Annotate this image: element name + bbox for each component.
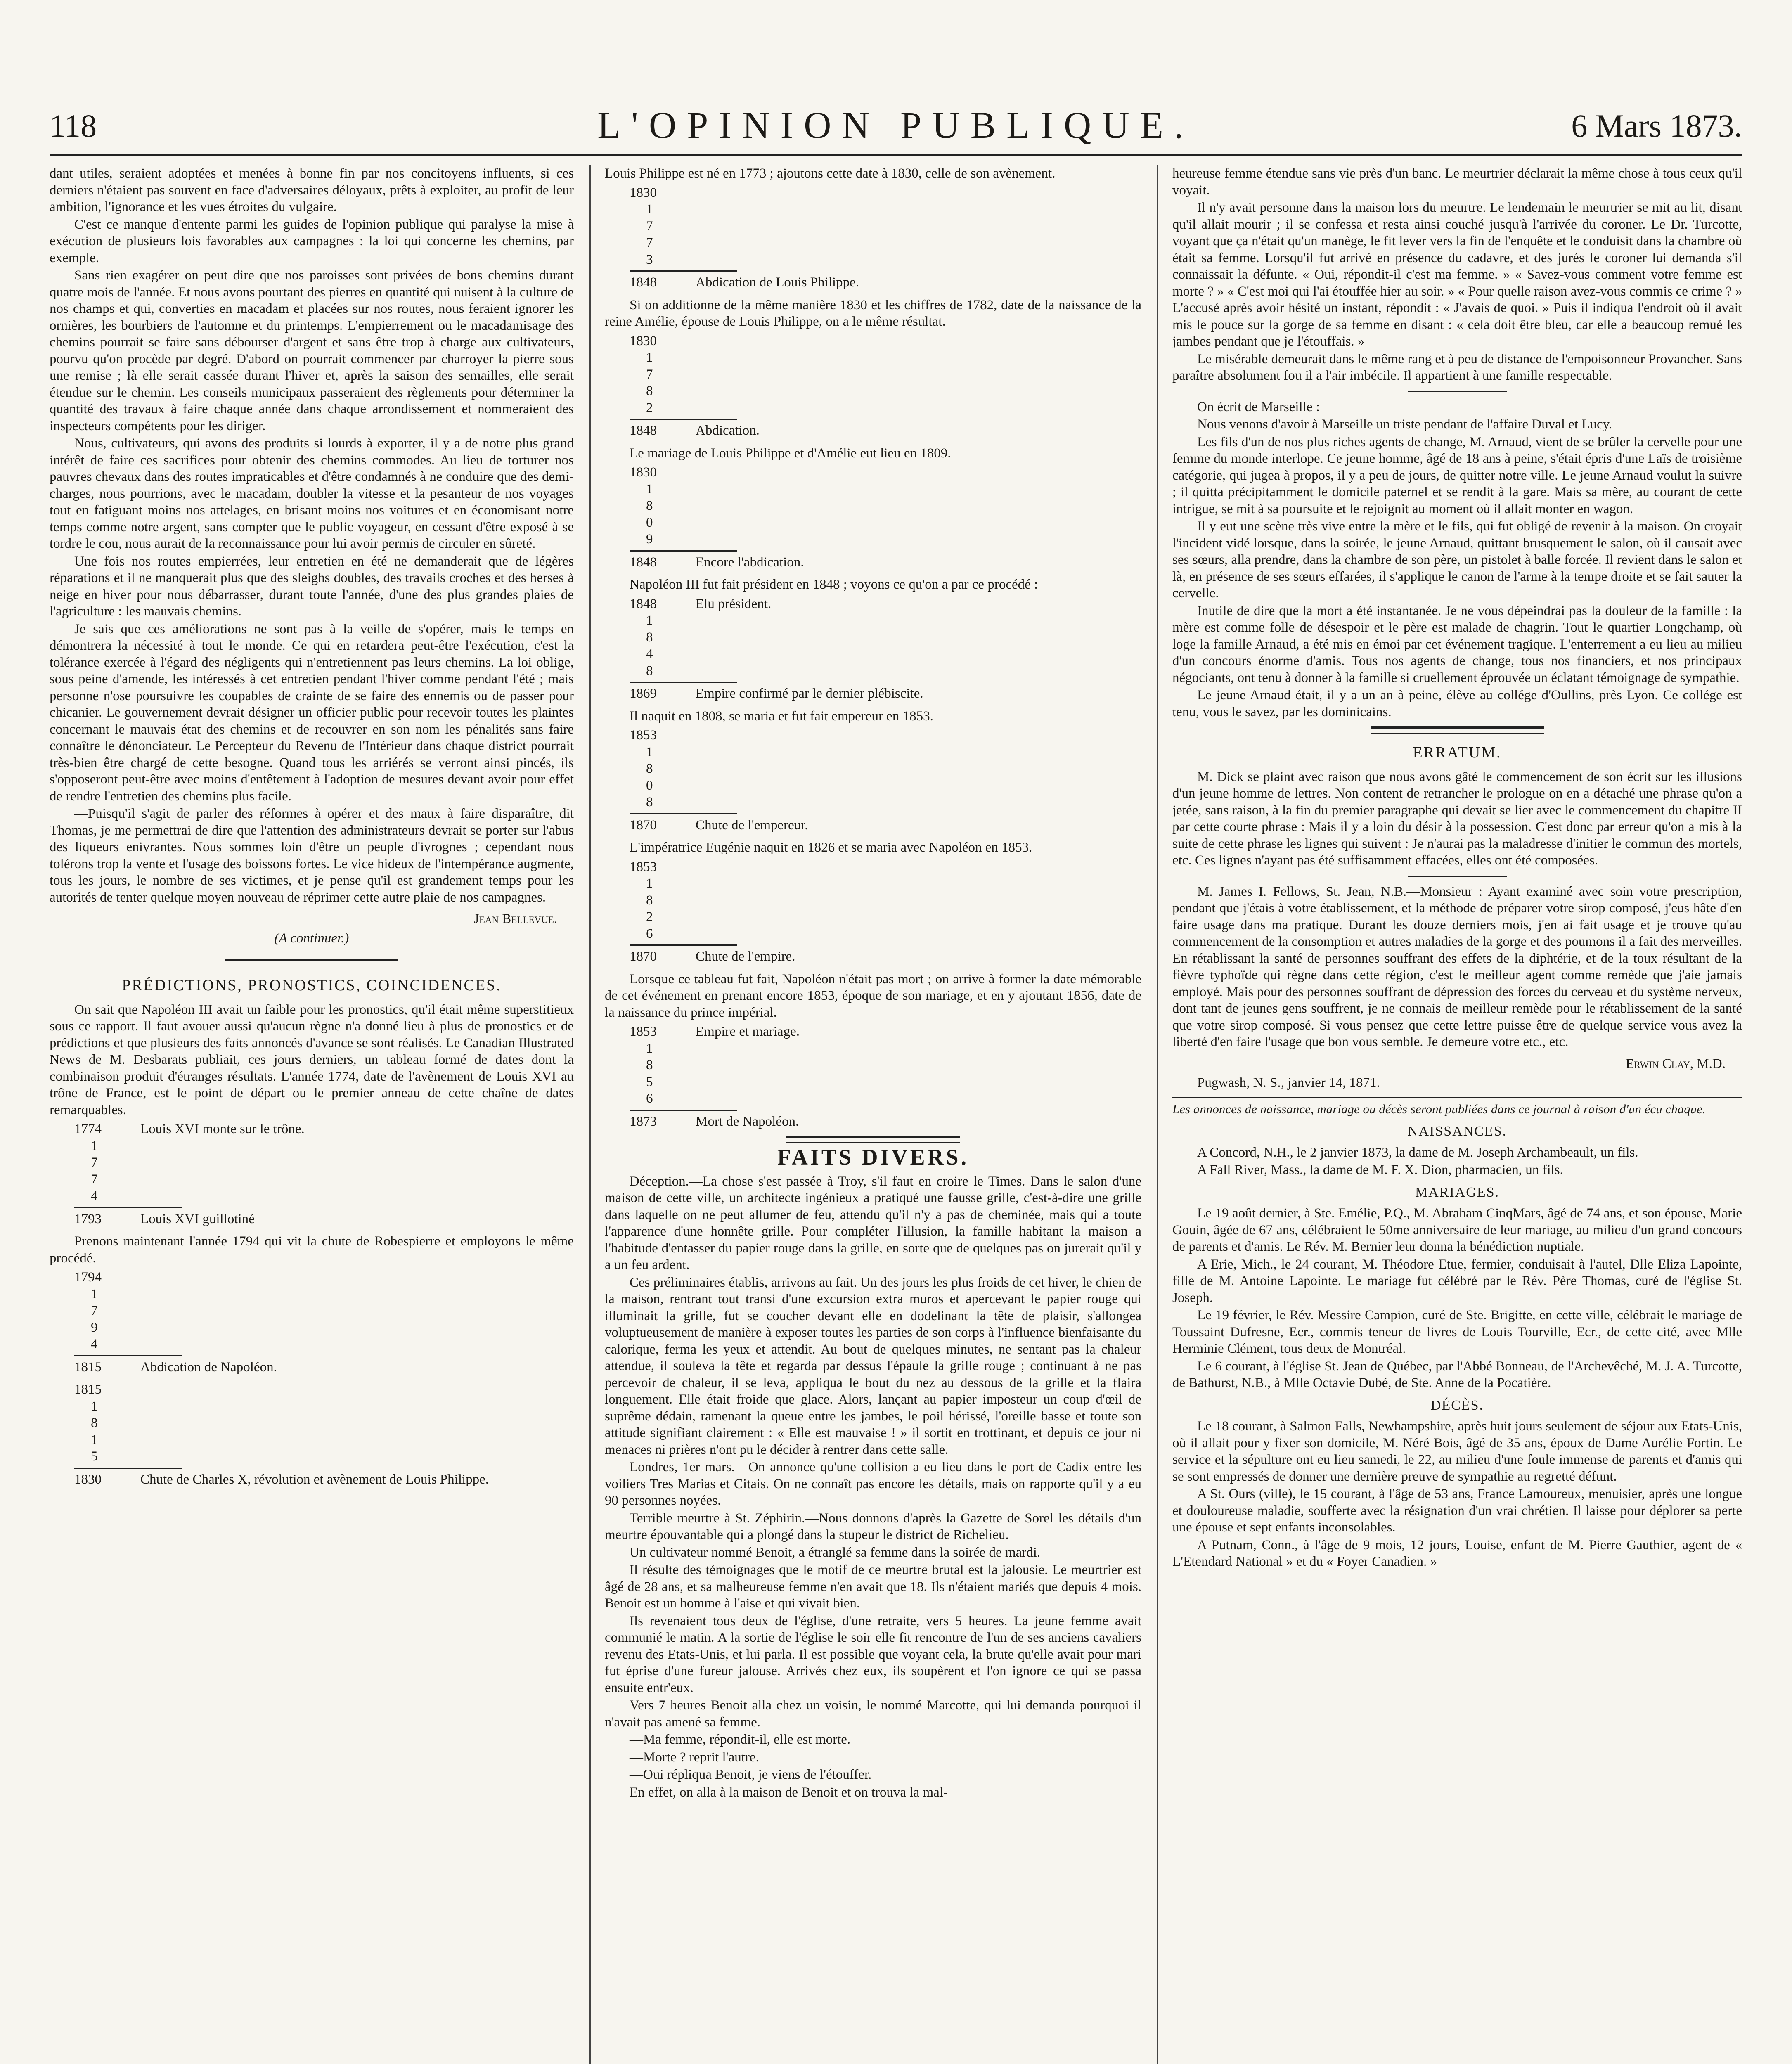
paragraph: Vers 7 heures Benoit alla chez un voisin, le nommé Marcotte, qui lui demanda pourquoi il n'avait pas amené sa femme. [605,1698,1141,1730]
paragraph: Ces préliminaires établis, arrivons au fait. Un des jours les plus froids de cet hiver, le chien de la maison, rentrant tout transi d'une excursion extra muros et apercevant le papier rouge qui illuminait la grille, fut se coucher devant elle en dodelinant la tête de plaisir, s'allongea voluptueusement de manière à exposer toutes les parties de son corps à l'influence bienfaisante du calorique, ferma les yeux et attendit. Au bout de quelques minutes, ne sentant pas la chaleur attendue, il souleva la tête et regarda par dessus l'épaule la grille rouge ; continuant à ne pas percevoir de chaleur, il se leva, appliqua le bout du nez au dessous de la grille et la flaira longuement. Elle était froide que glace. Alors, lançant au papier imposteur un coup d'œil de suprême dédain, ramenant la queue entre les jambes, le poil hérissé, l'oreille basse et toute son attitude signifiant clairement : « Elle est mauvaise ! » il sortit en trottinant, et depuis ce jour ni menaces ni prières n'ont pu le décider à rentrer dans cette salle. [605,1275,1141,1457]
paragraph: Londres, 1er mars.—On annonce qu'une collision a eu lieu dans le port de Cadix entre les voiliers Tres Marias et Citais. On ne connaît pas encore les détails, mais on rapporte qu'il y a eu 90 personnes noyées. [605,1460,1141,1508]
sum-digit: 0 [646,515,653,530]
sum-total-text: Louis XVI guillotiné [140,1211,255,1226]
sum-base: 1830 [630,185,657,200]
sum-digit: 1 [646,876,653,891]
sum-base: 1830 [630,333,657,348]
paragraph: Sans rien exagérer on peut dire que nos paroisses sont privées de bons chemins durant quatre mois de l'année. Et nous avons pourtant des pierres en quantité qui nuisent à la culture de nos champs et qui, converties en macadam et placées sur nos routes, nous feraient ignorer les ornières, les bourbiers de l'automne et du printemps. L'empierrement ou le macadamisage des chemins pourrait se faire sans débourser d'argent et sans être trop à charge aux cultivateurs, pourvu qu'on procède par degré. D'abord on pourrait commencer par charroyer la pierre sous une remise ; là elle serait cassée durant l'hiver et, après la saison des semailles, elle serait étendue sur le chemin. Les conseils municipaux passeraient des règlements pour déterminer la quantité des travaux à faire chaque année dans chaque arrondissement et nommeraient des inspecteurs compétents pour les diriger. [50,268,574,433]
date-sum [630,727,1141,833]
sum-digit: 1 [646,744,653,760]
section-title: ERRATUM. [1413,744,1502,761]
sum-digit: 7 [91,1155,98,1170]
sum-base: 1853 [630,859,657,874]
sum-rule [630,813,737,814]
section-title: MARIAGES. [1415,1184,1500,1200]
sum-digit: 1 [91,1138,98,1153]
sum-digit: 4 [91,1337,98,1352]
sum-rule [630,944,737,946]
section-ornament [786,1136,960,1143]
date-sum [630,464,1141,570]
date-sum [630,333,1141,439]
paragraph: L'impératrice Eugénie naquit en 1826 et se maria avec Napoléon en 1853. [630,840,1032,855]
date-sum [630,185,1141,291]
paragraph: C'est ce manque d'entente parmi les guides de l'opinion publique qui paralyse la mise à exécution de plusieurs lois favorables aux campagnes : la loi qui concerne les chemins, par exemple. [50,217,574,265]
section-title: FAITS DIVERS. [777,1145,969,1169]
paragraph: Le jeune Arnaud était, il y a un an à peine, élève au collége d'Oullins, près Lyon. Ce collége est tenu, vous le savez, par les dominicains. [1172,688,1742,720]
section-title: NAISSANCES. [1407,1124,1507,1139]
author-signature: Jean Bellevue. [473,911,557,926]
paragraph: Pugwash, N. S., janvier 14, 1871. [1197,1075,1380,1090]
paragraph: On écrit de Marseille : [1197,399,1320,414]
sum-digit: 1 [91,1432,98,1447]
sum-digit: 8 [91,1415,98,1430]
sum-total-text: Chute de l'empereur. [696,817,808,833]
sum-digit: 8 [646,892,653,908]
sum-digit: 5 [91,1449,98,1464]
announcement: Le 6 courant, à l'église St. Jean de Québec, par l'Abbé Bonneau, de l'Archevêché, M. J. A. Turcotte, de Bathurst, N.B., à Mlle Octavie Dubé, de Ste. Anne de la Pocatière. [1172,1359,1742,1390]
sum-base: 1853 [630,1024,657,1039]
paragraph: Terrible meurtre à St. Zéphirin.—Nous donnons d'après la Gazette de Sorel les détails d'un meurtre épouvantable qui a plongé dans la stupeur le district de Richelieu. [605,1510,1141,1542]
paragraph: Une fois nos routes empierrées, leur entretien en été ne demanderait que de légères réparations et il ne manquerait plus que des sleighs doubles, des travails croches et des herses à neige en hiver pour nous débarrasser, durant toute l'année, d'une des plus grandes plaies de l'agriculture : les mauvais chemins. [50,554,574,619]
sum-total-text: Abdication. [696,423,760,438]
sum-total: 1815 [74,1359,102,1375]
sum-total: 1848 [630,275,657,290]
continued-note: (A continuer.) [274,930,349,946]
sum-digit: 1 [91,1286,98,1302]
paragraph: Il y eut une scène très vive entre la mère et le fils, qui fut obligé de revenir à la maison. On croyait l'incident vidé lorsque, dans la soirée, le jeune Arnaud, quittant brusquement le salon, où il causait avec ses sœurs, alla prendre, dans la chambre de son père, un pistolet à balle forcée. Il revient dans le salon et là, en présence de ses sœurs effarées, il s'applique le canon de l'arme à la tempe droite et se fait sauter la cervelle. [1172,519,1742,601]
sum-rule [630,682,737,683]
sum-digit: 5 [646,1074,653,1089]
sum-digit: 9 [91,1320,98,1335]
paragraph: Si on additionne de la même manière 1830 et les chiffres de 1782, date de la naissance de la reine Amélie, épouse de Louis Philippe, on a le même résultat. [605,297,1141,329]
paragraph: Je sais que ces améliorations ne sont pas à la veille de s'opérer, mais le temps en démontrera la nécessité à tout le monde. Ce qui en retardera peut-être l'exécution, c'est la tolérance exercée à l'égard des négligents qui n'entretiennent pas leurs chemins. La loi oblige, sous peine d'amende, les intéressés à cet entretien pendant l'hiver comme pendant l'été ; mais personne n'ose poursuivre les coupables de crainte de se faire des ennemis ou de passer pour chicanier. Le gouvernement devrait désigner un officier public pour recevoir toutes les plaintes concernant le mauvais état des chemins et de recouvrer en son nom les pénalités sans faire connaître le dénonciateur. Le Percepteur du Revenu de l'Intérieur dans chaque district pourrait très-bien être chargé de cette besogne. Quand tous les arriérés se verront ainsi pincés, ils s'opposeront peut-être avec moins d'entêtement à l'adoption de mesures devant avoir pour effet de rendre l'entretien des chemins plus facile. [50,621,574,804]
sum-digit: 8 [646,383,653,398]
sum-digit: 9 [646,532,653,547]
announcement: A St. Ours (ville), le 15 courant, à l'âge de 53 ans, France Lamoureux, menuisier, après une longue et douloureuse maladie, soufferte avec la résignation d'un vrai chrétien. Il laisse pour déplorer sa perte une épouse et sept enfants inconsolables. [1172,1486,1742,1535]
paragraph: On sait que Napoléon III avait un faible pour les pronostics, qu'il était même superstitieux sous ce rapport. Il faut avouer aussi qu'aucun règne n'a donné lieu à plus de pronostics et de prédictions et que plusieurs des faits annoncés d'avance se sont réalisés. Le Canadian Illustrated News de M. Desbarats publiait, ces jours derniers, un tableau formé de dates dont la combinaison produit d'étranges résultats. L'année 1774, date de l'avènement de Louis XVI au trône de France, est le point de départ ou le premier anneau de cette chaîne de dates remarquables. [50,1002,574,1117]
sum-total: 1873 [630,1114,657,1129]
paragraph: M. Dick se plaint avec raison que nous avons gâté le commencement de son écrit sur les illusions d'un jeune homme de lettres. Non content de retrancher le prologue on en a détaché une phrase qu'on a jetée, sans raison, à la fin du premier paragraphe qui devait se lier avec le commencement du chapitre II par cette courte phrase : Mais il y a loin du désir à la possession. C'est donc par erreur qu'on a mis à la suite de cette phrase les lignes qui suivent : Je n'aurai pas la maladresse d'initier le commun des mortels, etc. Ces lignes n'ayant pas été suffisamment effacées, elles ont été composées. [1172,769,1742,868]
sum-total: 1848 [630,423,657,438]
paragraph: Les fils d'un de nos plus riches agents de change, M. Arnaud, vient de se brûler la cervelle pour une femme du monde interlope. Ce jeune homme, âgé de 18 ans à peine, s'était épris d'une Laïs de troisième catégorie, qui jugea à propos, il y a peu de jours, de quitter notre ville. Le jeune Arnaud voulut la suivre ; il quitta précipitamment le domicile paternel et se rendit à la gare. Mais sa mère, au courant de cette intrigue, se mit à sa poursuite et le rejoignit au moment où il allait monter en wagon. [1172,434,1742,516]
sum-digit: 7 [91,1303,98,1318]
paragraph: Nous venons d'avoir à Marseille un triste pendant de l'affaire Duval et Lucy. [1197,417,1612,432]
sum-digit: 8 [646,630,653,645]
sum-total-text: Empire confirmé par le dernier plébiscite. [696,686,923,701]
paragraph: Il n'y avait personne dans la maison lors du meurtre. Le lendemain le meurtrier se mit au lit, disant qu'il allait mourir ; il se confessa et resta ainsi couché jusqu'à l'arrivée du coroner. Le Dr. Turcotte, voyant que ça n'était qu'un manège, le fit lever vers la fin de l'enquête et le conduisit dans la chambre où était sa femme. Lorsqu'il fut arrivé en présence du cadavre, et des jurés le coroner lui demanda s'il connaissait la défunte. « Oui, répondit-il c'est ma femme. » « Savez-vous comment votre femme est morte ? » « C'est moi qui l'ai étouffée hier au soir. » « Pour quelle raison avez-vous commis ce crime ? » L'accusé après avoir hésité un instant, répondit : « J'avais de quoi. » Puis il indiqua l'endroit où il avait mis le pouce sur la gorge de sa femme en disant : « cela doit être bleu, car elle a beaucoup remué les jambes pendant que je l'étouffais. » [1172,200,1742,349]
paragraph: heureuse femme étendue sans vie près d'un banc. Le meurtrier déclarait la même chose à tous ceux qu'il voyait. [1172,166,1742,198]
sum-total-text: Mort de Napoléon. [696,1114,799,1129]
paragraph: Déception.—La chose s'est passée à Troy, s'il faut en croire le Times. Dans le salon d'une maison de cette ville, un architecte ingénieux a pratiqué une fausse grille, c'est-à-dire une grille dans laquelle on ne peut allumer de feu, attendu qu'il n'y a pas de cheminée, mais qui a toute l'apparence d'une honnête grille. Pour compléter l'illusion, la famille habitant la maison a l'habitude d'entasser du papier rouge dans la grille, en sorte que de quelques pas on jurerait qu'il y a un feu ardent. [605,1174,1141,1272]
section-ornament [1371,726,1544,734]
sum-digit: 7 [646,235,653,250]
paragraph: En effet, on alla à la maison de Benoit et on trouva la mal- [630,1785,948,1800]
sum-total: 1870 [630,949,657,964]
paragraph: Inutile de dire que la mort a été instantanée. Je ne vous dépeindrai pas la douleur de la famille : la mère est comme folle de désespoir et le père est malade de chagrin. Tout le quartier Longchamp, où loge la famille Arnaud, a été mis en émoi par cet événement tragique. L'enterrement a eu lieu au milieu d'un concours énorme d'amis. Tous nos agents de change, tous nos financiers, et nos principaux négociants, ont tenu à donner à la famille si cruellement éprouvée un éclatant témoignage de sympathie. [1172,603,1742,685]
page-number: 118 [50,108,97,144]
sum-total-text: Abdication de Louis Philippe. [696,275,859,290]
sum-base: 1830 [630,465,657,480]
paragraph: Le mariage de Louis Philippe et d'Amélie eut lieu en 1809. [630,445,951,461]
sum-rule [74,1355,182,1356]
sum-base: 1815 [74,1382,102,1397]
paragraph: Le misérable demeurait dans le même rang et à peu de distance de l'empoisonneur Provancher. Sans paraître absolument fou il a l'air imbécile. Il appartient à une famille respectable. [1172,351,1742,383]
announcement: A Putnam, Conn., à l'âge de 9 mois, 12 jours, Louise, enfant de M. Pierre Gauthier, agent de « L'Etendard National » et du « Foyer Canadien. » [1172,1537,1742,1569]
column-divider [1157,165,1158,2064]
paragraph: Lorsque ce tableau fut fait, Napoléon n'était pas mort ; on arrive à former la date mémorable de cet événement en prenant encore 1853, époque de son mariage, et en y ajoutant 1856, date de la naissance du prince impérial. [605,971,1141,1020]
sum-digit: 4 [91,1188,98,1203]
newspaper-title: L'OPINION PUBLIQUE. [597,104,1194,146]
issue-date: 6 Mars 1873. [1571,108,1742,144]
paragraph: Un cultivateur nommé Benoit, a étranglé sa femme dans la soirée de mardi. [630,1545,1041,1560]
sum-total: 1869 [630,686,657,701]
sum-digit: 1 [646,202,653,217]
paragraph: —Puisqu'il s'agit de parler des réformes à opérer et des maux à faire disparaître, dit Thomas, je me permettrai de dire que l'attention des administrateurs devrait se porter sur l'abus des liqueurs enivrantes. Nous sommes loin d'être un peuple d'ivrognes ; cependant nous tolérons trop la vente et l'usage des boissons fortes. Le vice hideux de l'intempérance augmente, tous les jours, le nombre de ses victimes, et je pense qu'il est grandement temps pour les autorités de tenter quelque moyen nouveau de réprimer cette autre plaie de nos campagnes. [50,806,574,905]
section-ornament [225,959,398,966]
sum-total: 1848 [630,554,657,570]
sum-total: 1870 [630,817,657,833]
sum-total-text: Chute de Charles X, révolution et avènement de Louis Philippe. [140,1472,489,1487]
sum-digit: 8 [646,498,653,513]
sum-base: 1774 [74,1122,102,1136]
paragraph: Ils revenaient tous deux de l'église, d'une retraite, vers 5 heures. La jeune femme avait communié le matin. A la sortie de l'église le soir elle fit rencontre de l'un de ses anciens cavaliers revenu des Etats-Unis, et lui parla. Il est possible que voyant cela, la brute qu'elle avait pour mari fut éprise d'une fureur jalouse. Arrivés chez eux, ils soupèrent et l'on ignore ce qui se passa ensuite entr'eux. [605,1613,1141,1695]
date-sum [630,1023,1141,1130]
sum-total: 1830 [74,1472,102,1487]
sum-rule [630,419,737,420]
sum-total-text: Chute de l'empire. [696,949,795,964]
notice: Les annonces de naissance, mariage ou décès seront publiées dans ce journal à raison d'un écu chaque. [1172,1097,1742,1118]
paragraph: Il résulte des témoignages que le motif de ce meurtre brutal est la jalousie. Le meurtrier est âgé de 28 ans, et sa malheureuse femme n'en avait que 18. Ils n'étaient mariés que depuis 4 mois. Benoit est un homme à l'aise et qui vivait bien. [605,1562,1141,1611]
announcement: Le 19 février, le Rév. Messire Campion, curé de Ste. Brigitte, en cette ville, célébrait le mariage de Toussaint Dufresne, Ecr., commis teneur de livres de Louis Tourville, Ecr., de cette cité, avec Mlle Herminie Clément, tous deux de Montréal. [1172,1308,1742,1356]
sum-digit: 1 [646,481,653,497]
sum-base-text: Empire et mariage. [696,1024,800,1039]
section-title: PRÉDICTIONS, PRONOSTICS, COINCIDENCES. [122,977,502,994]
sum-base-text: Elu président. [696,596,772,611]
column-1 [50,165,574,2064]
paragraph: Louis Philippe est né en 1773 ; ajoutons cette date à 1830, celle de son avènement. [605,166,1056,181]
sum-total: 1793 [74,1211,102,1226]
announcement: Le 19 août dernier, à Ste. Emélie, P.Q., M. Abraham CinqMars, âgé de 74 ans, et son épouse, Marie Gouin, âgée de 67 ans, célébraient le 50me anniversaire de leur mariage, au milieu d'un grand concours de parents et d'amis. Le Rév. M. Bernier leur donna la bénédiction nuptiale. [1172,1206,1742,1254]
letter-signature: Erwin Clay, M.D. [1626,1056,1726,1071]
sum-base: 1853 [630,728,657,743]
section-title: DÉCÈS. [1430,1397,1484,1413]
sum-base-text: Louis XVI monte sur le trône. [140,1122,305,1136]
sum-digit: 8 [646,761,653,776]
dialogue-line: —Morte ? reprit l'autre. [630,1749,759,1765]
dialogue-line: —Oui répliqua Benoit, je viens de l'étouffer. [630,1767,872,1782]
sum-digit: 6 [646,1091,653,1106]
sum-total-text: Encore l'abdication. [696,554,804,570]
page-header [50,99,1742,153]
sum-rule [630,550,737,552]
sum-digit: 1 [646,613,653,628]
dialogue-line: —Ma femme, répondit-il, elle est morte. [630,1732,851,1747]
sum-digit: 3 [646,252,653,267]
date-sum [74,1121,574,1227]
paragraph: Il naquit en 1808, se maria et fut fait empereur en 1853. [630,708,933,724]
sum-digit: 7 [646,218,653,234]
sum-rule [630,1110,737,1111]
separator-rule [1408,876,1507,877]
header-rule [50,154,1742,156]
column-2 [605,165,1141,2064]
date-sum [630,596,1141,702]
date-sum [630,859,1141,965]
column-3 [1172,165,1742,2064]
announcement: A Fall River, Mass., la dame de M. F. X. Dion, pharmacien, un fils. [1197,1162,1563,1177]
paragraph: Nous, cultivateurs, qui avons des produits si lourds à exporter, il y a de notre plus grand intérêt de faire ces sacrifices pour obtenir des chemins commodes. Au lieu de torturer nos pauvres chevaux dans des routes impraticables et d'être condamnés à ne conduire que des demi-charges, nous pourrions, avec le macadam, doubler la vitesse et la pesanteur de nos voyages tout en fatiguant moins nos attelages, en brisant moins nos voitures et en économisant notre temps comme notre argent, sans compter que le public voyageur, en cessant d'être exposé à se tordre le cou, nous aurait de la reconnaissance pour lui avoir permis de circuler en sûreté. [50,436,574,551]
paragraph: Prenons maintenant l'année 1794 qui vit la chute de Robespierre et employons le même procédé. [50,1234,574,1266]
sum-base: 1794 [74,1270,102,1285]
paragraph: dant utiles, seraient adoptées et menées à bonne fin par nos concitoyens influents, si ces derniers n'étaient pas souvent en face d'adversaires déloyaux, prêts à exploiter, au profit de leur ambition, l'ignorance et les vues étroites du vulgaire. [50,166,574,214]
announcement: A Erie, Mich., le 24 courant, M. Théodore Etue, fermier, conduisait à l'autel, Dlle Eliza Lapointe, fille de M. Antoine Lapointe. Le mariage fut célébré par le Rév. Père Thomas, curé de l'église St. Joseph. [1172,1257,1742,1305]
sum-digit: 8 [646,1058,653,1072]
sum-digit: 8 [646,663,653,678]
sum-total-text: Abdication de Napoléon. [140,1359,277,1375]
paragraph: Napoléon III fut fait président en 1848 ; voyons ce qu'on a par ce procédé : [630,577,1038,592]
sum-base: 1848 [630,596,657,611]
sum-digit: 1 [646,350,653,365]
sum-digit: 8 [646,795,653,810]
sum-digit: 7 [91,1172,98,1187]
sum-rule [630,270,737,272]
announcement: Le 18 courant, à Salmon Falls, Newhampshire, après huit jours seulement de séjour aux Etats-Unis, où il allait pour y fixer son domicile, M. Néré Bois, âgé de 35 ans, époux de Dame Aurélie Fortin. Le service et la sépulture ont eu lieu samedi, le 22, au milieu d'une foule immense de parents et d'amis qui se sont empressés de donner une dernière preuve de sympathie au regretté défunt. [1172,1419,1742,1484]
column-divider [589,165,591,2064]
sum-digit: 1 [91,1399,98,1414]
sum-digit: 7 [646,367,653,382]
sum-digit: 0 [646,778,653,793]
sum-digit: 4 [646,646,653,661]
announcement: A Concord, N.H., le 2 janvier 1873, la dame de M. Joseph Archambeault, un fils. [1197,1145,1638,1160]
paragraph: M. James I. Fellows, St. Jean, N.B.—Monsieur : Ayant examiné avec soin votre prescription, pendant que j'étais à votre établissement, et la méthode de préparer votre sirop composé, j'eus hâte d'en faire usage dans ma pratique. Durant les douze derniers mois, j'en ai fait usage et je trouve qu'au commencement de la consomption et autres maladies de la gorge et des poumons il a fait des merveilles. En rétablissant la santé de personnes souffrant des effets de la diphtérie, et de la toux résultant de la fièvre typhoïde qui règne dans cette région, c'est le meilleur agent comme remède que j'aie jamais employé. Mais pour des personnes souffrant de dépression des forces du cerveau et du système nerveux, dont tant de jeunes gens souffrent, je ne connais de meilleur remède pour le rétablissement de la santé que votre sirop composé. Si vous pensez que cette lettre puisse être de quelque service vous avez la liberté d'en faire l'usage que bon vous semble. Je demeure votre etc., etc. [1172,884,1742,1049]
sum-digit: 1 [646,1041,653,1056]
sum-rule [74,1468,182,1469]
separator-rule [1408,391,1507,392]
sum-digit: 2 [646,909,653,924]
sum-rule [74,1207,182,1208]
date-sum [74,1269,574,1375]
sum-digit: 6 [646,926,653,941]
sum-digit: 2 [646,400,653,415]
date-sum [74,1381,574,1488]
